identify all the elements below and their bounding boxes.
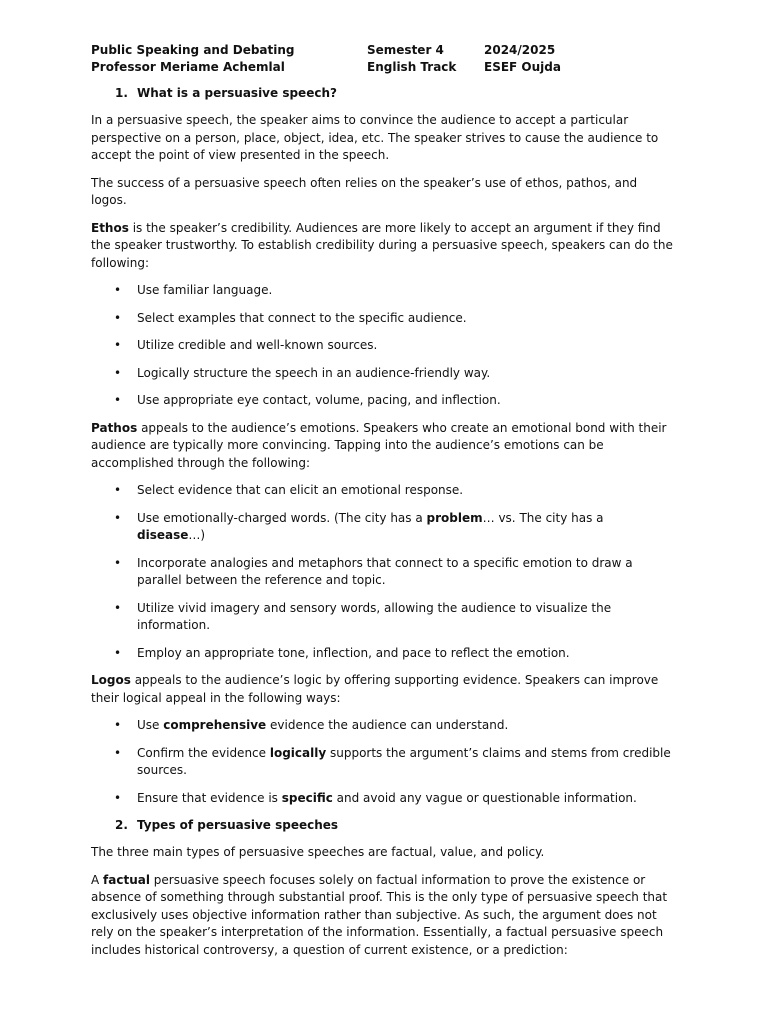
academic-year: 2024/2025 — [484, 43, 556, 57]
factual-text: persuasive speech focuses solely on factual information to prove the existence or absence of something through substantial proof. This is the only type of persuasive speech that exclusively uses objective information rather than subjective. As such, the argument does not rely on the speaker’s interpretation of the information. Essentially, a factual persuasive speech includes historical controversy, a question of current existence, or a prediction: — [91, 872, 668, 957]
item-text: … vs. The city has a — [482, 510, 604, 525]
ethos-text: is the speaker’s credibility. Audiences are more likely to accept an argument if they find the speaker trustworthy. To establish credibility during a persuasive speech, speakers can do the following: — [91, 220, 673, 270]
list-item: • Employ an appropriate tone, inflection, and pace to reflect the emotion. — [91, 645, 674, 663]
item-text: Use emotionally-charged words. (The city has a — [137, 510, 427, 525]
item-text: …) — [188, 528, 206, 542]
item-text: supports the argument’s claims and stems from credible sources. — [137, 745, 671, 777]
list-item: • Select examples that connect to the specific audience. — [91, 310, 674, 328]
semester: Semester 4 — [367, 43, 444, 57]
item-text: Use — [137, 718, 164, 732]
logos-paragraph — [91, 672, 674, 707]
pathos-paragraph — [91, 420, 674, 473]
section-number: 1. — [115, 86, 128, 100]
list-item: • Select evidence that can elicit an emotional response. — [91, 482, 674, 500]
professor-name: Professor Meriame Achemlal — [91, 60, 285, 74]
section-title: What is a persuasive speech? — [137, 86, 337, 100]
document-header — [91, 42, 674, 76]
success-paragraph: The success of a persuasive speech often relies on the speaker’s use of ethos, pathos, and logos. — [91, 175, 638, 207]
types-intro-paragraph: The three main types of persuasive speeches are factual, value, and policy. — [91, 845, 545, 859]
list-item: • Use appropriate eye contact, volume, pacing, and inflection. — [91, 392, 674, 410]
ethos-paragraph — [91, 220, 674, 273]
ethos-list — [91, 282, 674, 410]
pathos-list — [91, 482, 674, 662]
school: ESEF Oujda — [484, 60, 561, 74]
logos-list — [91, 717, 674, 807]
factual-paragraph — [91, 872, 674, 960]
list-item: • Utilize credible and well-known sources. — [91, 337, 674, 355]
section-title: Types of persuasive speeches — [137, 818, 339, 832]
factual-prefix: A — [91, 872, 104, 887]
item-text: and avoid any vague or questionable information. — [332, 790, 637, 805]
pathos-text: appeals to the audience’s emotions. Speakers who create an emotional bond with their audience are typically more convincing. Tapping into the audience’s emotions can be accomplished through the following: — [91, 420, 667, 470]
list-item — [91, 717, 674, 735]
intro-paragraph: In a persuasive speech, the speaker aims to convince the audience to accept a particular perspective on a person, place, object, idea, etc. The speaker strives to cause the audience to accept the point of view presented in the speech. — [91, 113, 659, 162]
list-item — [91, 510, 674, 545]
list-item: • Utilize vivid imagery and sensory words, allowing the audience to visualize the information. — [91, 600, 674, 635]
item-bold: disease — [137, 528, 189, 542]
header-row-1 — [91, 42, 674, 59]
logos-term: Logos — [91, 673, 131, 687]
course-name: Public Speaking and Debating — [91, 43, 295, 57]
list-item — [91, 745, 674, 780]
factual-term: factual — [103, 872, 150, 887]
item-bold: logically — [269, 745, 327, 760]
item-text: Ensure that evidence is — [137, 790, 282, 805]
item-bold: specific — [281, 790, 333, 805]
section-number: 2. — [115, 818, 128, 832]
item-bold: comprehensive — [163, 718, 267, 732]
item-text: evidence the audience can understand. — [266, 718, 509, 732]
header-row-2 — [91, 59, 674, 76]
section-heading-2 — [91, 817, 674, 834]
ethos-term: Ethos — [91, 220, 129, 235]
list-item: • Incorporate analogies and metaphors that connect to a specific emotion to draw a parallel between the reference and topic. — [91, 555, 674, 590]
item-bold: problem — [426, 510, 483, 525]
list-item: • Use familiar language. — [91, 282, 674, 300]
item-text: Confirm the evidence — [137, 745, 270, 760]
track: English Track — [367, 60, 457, 74]
pathos-term: Pathos — [91, 420, 138, 435]
section-heading-1 — [91, 85, 674, 102]
logos-text: appeals to the audience’s logic by offering supporting evidence. Speakers can improve their logical appeal in the following ways: — [91, 673, 659, 705]
list-item: • Logically structure the speech in an audience-friendly way. — [91, 365, 674, 383]
list-item — [91, 790, 674, 808]
